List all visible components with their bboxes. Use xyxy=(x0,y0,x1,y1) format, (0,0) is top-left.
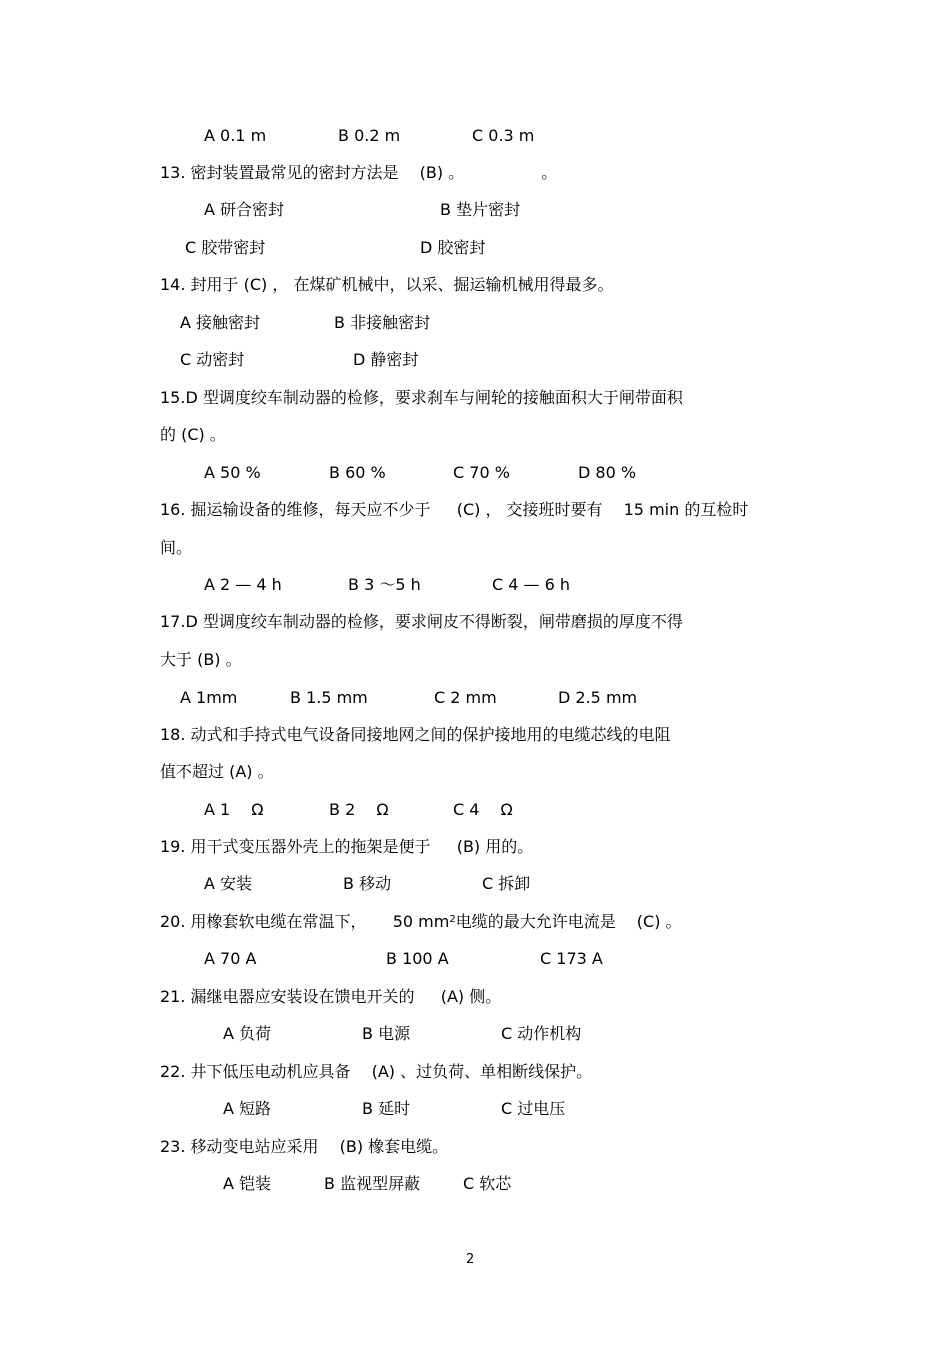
q17-option-a: A 1mm xyxy=(180,688,238,707)
q18-stem: 18. 动式和手持式电气设备同接地网之间的保护接地用的电缆芯线的电阻 xyxy=(160,725,671,744)
q14-stem: 14. 封用于 (C) ， 在煤矿机械中，以采、掘运输机械用得最多。 xyxy=(160,275,614,294)
q14-option-d: D 静密封 xyxy=(353,350,419,369)
q14-option-a: A 接触密封 xyxy=(180,313,261,332)
q13-option-b: B 垫片密封 xyxy=(440,200,521,219)
q22-option-c: C 过电压 xyxy=(501,1099,566,1118)
q13-option-a: A 研合密封 xyxy=(204,200,285,219)
q23-option-c: C 软芯 xyxy=(463,1174,512,1193)
q19-option-b: B 移动 xyxy=(343,874,392,893)
q16-stem: 16. 掘运输设备的维修，每天应不少于 (C) ， 交接班时要有 15 min 的互检时 xyxy=(160,500,749,519)
q15-option-d: D 80 % xyxy=(578,463,637,482)
q15-option-a: A 50 % xyxy=(204,463,261,482)
q16-option-a: A 2 — 4 h xyxy=(204,575,282,594)
q21-option-c: C 动作机构 xyxy=(501,1024,582,1043)
q18-stem-cont: 值不超过 (A) 。 xyxy=(160,762,274,781)
q21-option-b: B 电源 xyxy=(362,1024,411,1043)
q16-option-b: B 3 ～5 h xyxy=(348,575,421,594)
q19-stem: 19. 用干式变压器外壳上的拖架是便于 (B) 用的。 xyxy=(160,837,534,856)
q17-option-c: C 2 mm xyxy=(434,688,497,707)
q23-stem: 23. 移动变电站应采用 (B) 橡套电缆。 xyxy=(160,1137,449,1156)
q15-stem: 15.D 型调度绞车制动器的检修，要求刹车与闸轮的接触面积大于闸带面积 xyxy=(160,388,683,407)
q20-stem-part1: 20. 用橡套软电缆在常温下， 50 mm xyxy=(160,912,450,931)
q17-stem: 17.D 型调度绞车制动器的检修，要求闸皮不得断裂，闸带磨损的厚度不得 xyxy=(160,612,683,631)
q22-option-b: B 延时 xyxy=(362,1099,411,1118)
q19-option-c: C 拆卸 xyxy=(482,874,531,893)
q21-option-a: A 负荷 xyxy=(223,1024,272,1043)
q20-stem xyxy=(160,912,682,932)
q12-option-c: C 0.3 m xyxy=(472,126,535,145)
q15-option-b: B 60 % xyxy=(329,463,386,482)
q17-option-d: D 2.5 mm xyxy=(558,688,638,707)
q13-option-c: C 胶带密封 xyxy=(185,238,266,257)
q23-option-b: B 监视型屏蔽 xyxy=(324,1174,421,1193)
q20-stem-part2: 电缆的最大允许电流是 (C) 。 xyxy=(455,912,682,931)
q17-stem-cont: 大于 (B) 。 xyxy=(160,650,242,669)
q15-stem-cont: 的 (C) 。 xyxy=(160,425,226,444)
q19-option-a: A 安装 xyxy=(204,874,253,893)
q14-option-b: B 非接触密封 xyxy=(334,313,431,332)
q16-option-c: C 4 — 6 h xyxy=(492,575,571,594)
q22-stem: 22. 井下低压电动机应具备 (A) 、过负荷、单相断线保护。 xyxy=(160,1062,593,1081)
q18-option-c: C 4 Ω xyxy=(453,800,513,819)
q20-option-a: A 70 A xyxy=(204,949,257,968)
q21-stem: 21. 漏继电器应安装设在馈电开关的 (A) 侧。 xyxy=(160,987,502,1006)
q20-option-b: B 100 A xyxy=(386,949,449,968)
q20-superscript: 2 xyxy=(449,914,456,925)
q15-option-c: C 70 % xyxy=(453,463,510,482)
q23-option-a: A 铠装 xyxy=(223,1174,272,1193)
q16-stem-cont: 间。 xyxy=(160,538,193,557)
q22-option-a: A 短路 xyxy=(223,1099,272,1118)
q12-option-b: B 0.2 m xyxy=(338,126,401,145)
q14-option-c: C 动密封 xyxy=(180,350,245,369)
q13-option-d: D 胶密封 xyxy=(420,238,486,257)
q18-option-a: A 1 Ω xyxy=(204,800,264,819)
page-number: 2 xyxy=(466,1252,475,1267)
q20-option-c: C 173 A xyxy=(540,949,603,968)
q13-stem: 13. 密封装置最常见的密封方法是 (B) 。 。 xyxy=(160,163,558,182)
q17-option-b: B 1.5 mm xyxy=(290,688,368,707)
q18-option-b: B 2 Ω xyxy=(329,800,389,819)
q12-option-a: A 0.1 m xyxy=(204,126,267,145)
